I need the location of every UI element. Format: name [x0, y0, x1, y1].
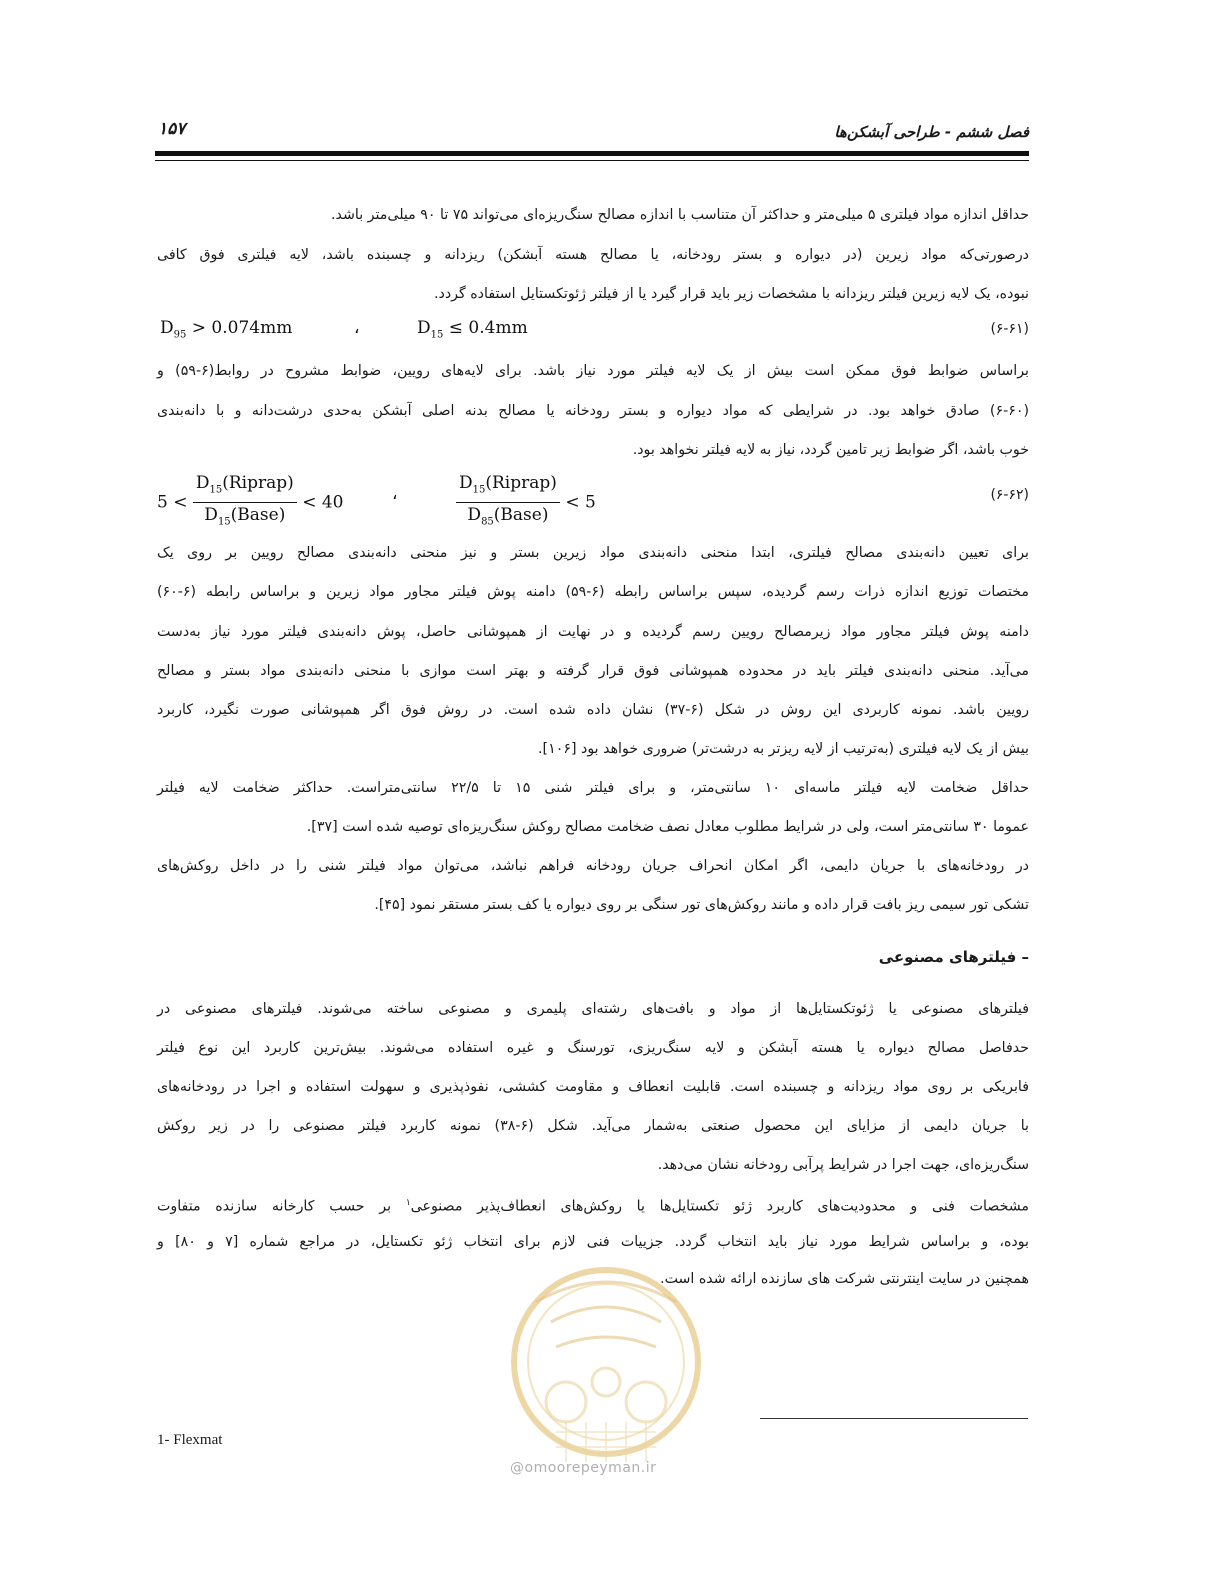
equation-62-left: 5 < $\frac{D_{15}(Riprap)}{D_{15}(Base)}$ < 40: [157, 471, 343, 535]
paragraph-line: حداقل ضخامت لایه فیلتر ماسه‌ای ۱۰ سانتی‌متر، و برای فیلتر شنی ۱۵ تا ۲۲/۵ سانتی‌متراست. حداکثر ضخامت لایه فیلتر: [157, 780, 1029, 796]
fraction: $\frac{D_{15}(Riprap)}{D_{15}(Base)}$: [193, 471, 297, 535]
paragraph-line: همچنین در سایت اینترنتی شرکت های سازنده ارائه شده است.: [660, 1271, 1029, 1287]
equation-62-separator: ،: [392, 484, 398, 504]
paragraph-line: مختصات توزیع اندازه ذرات رسم گردیده، سپس براساس رابطه (۶-۵۹) دامنه پوش فیلتر مجاور مواد زیرین و براساس رابطه (۶-۶۰): [157, 584, 1029, 600]
equation-61-separator: ،: [354, 318, 360, 338]
paragraph-line: (۶-۶۰) صادق خواهد بود. در شرایطی که مواد دیواره و بستر رودخانه یا مصالح بدنه اصلی آبشکن به‌حدی درشت‌دانه و با دانه‌بندی: [157, 403, 1029, 419]
paragraph-line: برای تعیین دانه‌بندی مصالح فیلتری، ابتدا منحنی دانه‌بندی مواد زیرین بستر و نیز منحنی دانه‌بندی مصالح رویین بر روی یک: [157, 545, 1029, 561]
paragraph-line: سنگ‌ریزه‌ای، جهت اجرا در شرایط پرآبی رودخانه نشان می‌دهد.: [657, 1157, 1029, 1173]
paragraph-line: درصورتی‌که مواد زیرین (در دیواره و بستر رودخانه، یا مصالح هسته آبشکن) ریزدانه و چسبنده باشد، لایه فیلتری فوق کافی: [157, 247, 1029, 263]
paragraph-line: مشخصات فنی و محدودیت‌های کاربرد ژئو تکستایل‌ها یا روکش‌های انعطاف‌پذیر مصنوعی$^۱$ بر حسب کارخانه سازنده متفاوت: [157, 1198, 1029, 1215]
paragraph-line: در رودخانه‌های با جریان دایمی، اگر امکان انحراف جریان رودخانه فراهم نباشد، می‌توان مواد فیلتر شنی را در داخل روکش‌های: [157, 858, 1029, 874]
section-heading: – فیلترهای مصنوعی: [878, 948, 1029, 966]
header-rule-thick: [155, 151, 1029, 156]
footnote-marker: ۱: [405, 1198, 411, 1208]
watermark-logo: [496, 1262, 716, 1492]
footnote-rule: [760, 1418, 1028, 1419]
page-number: ۱۵۷: [158, 119, 186, 139]
equation-62-number: (۶-۶۲): [990, 487, 1029, 503]
paragraph-line: با جریان دایمی از مزایای این محصول صنعتی به‌شمار می‌آید. شکل (۶-۳۸) نمونه کاربرد فیلتر مصنوعی را در زیر روکش: [157, 1118, 1030, 1134]
equation-61-number: (۶-۶۱): [990, 321, 1029, 337]
watermark-text: @omoorepeyman.ir: [510, 1460, 657, 1476]
paragraph-line: بیش از یک لایه فیلتری (به‌ترتیب از لایه ریزتر به درشت‌تر) ضروری خواهد بود [۱۰۶].: [538, 741, 1029, 757]
chapter-title: فصل ششم - طراحی آبشکن‌ها: [834, 123, 1029, 141]
paragraph-line: فابریکی بر روی مواد ریزدانه و چسبنده است. قابلیت انعطاف و مقاومت کششی، نفوذپذیری و سهولت استفاده و اجرا در رودخانه‌های: [157, 1079, 1029, 1095]
paragraph-line: بوده، و براساس شرایط مورد نیاز باید انتخاب گردد. جزییات فنی لازم برای انتخاب ژئو تکستایل، در مراجع شماره [۷ و ۸۰] و: [157, 1234, 1029, 1250]
footnote: 1- Flexmat: [157, 1432, 223, 1448]
header-rule-thin: [155, 160, 1029, 161]
paragraph-line: تشکی تور سیمی ریز بافت قرار داده و مانند روکش‌های تور سنگی بر روی دیواره یا کف بستر مستقر نمود [۴۵].: [374, 897, 1029, 913]
paragraph-line: براساس ضوابط فوق ممکن است بیش از یک لایه فیلتر مورد نیاز باشد. برای لایه‌های رویین، ضوابط مشروح در روابط(۶-۵۹) و: [157, 363, 1029, 379]
paragraph-line: دامنه پوش فیلتر مجاور مواد زیرمصالح رویین رسم گردیده و در نهایت از همپوشانی حاصل، پوش دانه‌بندی فیلتر مورد نیاز به‌دست: [157, 624, 1029, 640]
paragraph-line: حدفاصل مصالح دیواره یا هسته آبشکن و لایه سنگ‌ریزی، تورسنگ و غیره استفاده می‌شوند. بیش‌ترین کاربرد این نوع فیلتر: [157, 1040, 1029, 1056]
paragraph-line: حداقل اندازه مواد فیلتری ۵ میلی‌متر و حداکثر آن متناسب با اندازه مصالح سنگ‌ریزه‌ای می‌تواند ۷۵ تا ۹۰ میلی‌متر باشد.: [331, 207, 1029, 223]
paragraph-line: خوب باشد، اگر ضوابط زیر تامین گردد، نیاز به لایه فیلتر نخواهد بود.: [632, 442, 1029, 458]
fraction: $\frac{D_{15}(Riprap)}{D_{85}(Base)}$: [456, 471, 560, 535]
paragraph-line: رویین باشد. نمونه کاربردی این روش در شکل (۶-۳۷) نشان داده شده است. در روش فوق اگر همپوشانی صورت نگیرد، کاربرد: [157, 702, 1029, 718]
paragraph-line: فیلترهای مصنوعی یا ژئوتکستایل‌ها از مواد و بافت‌های رشته‌ای پلیمری و مصنوعی ساخته می‌شوند. فیلترهای مصنوعی در: [157, 1001, 1029, 1017]
equation-61-left: $D_{95} > 0.074mm$: [160, 318, 293, 341]
paragraph-line: نبوده، یک لایه زیرین فیلتر ریزدانه با مشخصات زیر باید قرار گیرد یا از فیلتر ژئوتکستایل استفاده گردد.: [434, 286, 1029, 302]
paragraph-line: می‌آید. منحنی دانه‌بندی فیلتر باید در محدوده همپوشانی فوق قرار گرفته و بهتر است موازی با منحنی دانه‌بندی مواد بستر و مصالح: [157, 663, 1029, 679]
paragraph-line: عموما ۳۰ سانتی‌متر است، ولی در شرایط مطلوب معادل نصف ضخامت مصالح روکش سنگ‌ریزه‌ای توصیه شده است [۳۷].: [306, 819, 1029, 835]
equation-61-right: $D_{15} \le 0.4mm$: [417, 318, 528, 341]
equation-62-right: $\frac{D_{15}(Riprap)}{D_{85}(Base)}$ < 5: [456, 471, 596, 535]
